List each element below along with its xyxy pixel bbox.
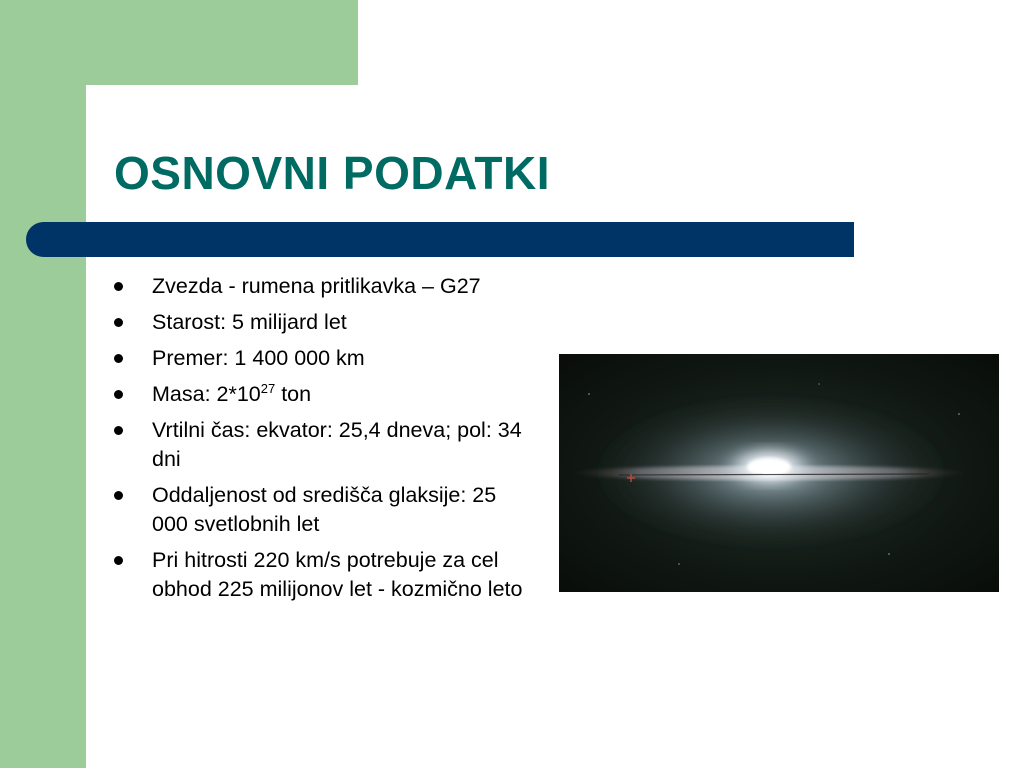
bullet-text: Vrtilni čas: ekvator: 25,4 dneva; pol: 34 dni: [152, 418, 522, 471]
bullet-text: Premer: 1 400 000 km: [152, 346, 365, 370]
bullet-dot-icon: [114, 556, 123, 565]
bullet-text: Zvezda - rumena pritlikavka – G27: [152, 274, 481, 298]
galaxy-image: [559, 354, 999, 592]
green-frame-top: [0, 0, 358, 85]
bullet-text-prefix: Masa: 2*10: [152, 382, 261, 406]
bullet-text: Oddaljenost od središča glaksije: 25 000 svetlobnih let: [152, 483, 497, 536]
bullet-dot-icon: [114, 282, 123, 291]
title-underline-bar: [26, 222, 854, 257]
bullet-item: [114, 344, 534, 373]
bullet-text: Starost: 5 milijard let: [152, 310, 347, 334]
bullet-item: [114, 481, 534, 539]
bullet-item: [114, 416, 534, 474]
bullet-item: [114, 308, 534, 337]
bullet-text-suffix: ton: [275, 382, 312, 406]
bullet-dot-icon: [114, 318, 123, 327]
green-frame-left: [0, 0, 86, 768]
bullet-item: [114, 546, 534, 604]
slide-title: OSNOVNI PODATKI: [114, 147, 551, 199]
bullet-item: [114, 272, 534, 301]
bullet-dot-icon: [114, 426, 123, 435]
bullet-list: [114, 272, 534, 611]
bullet-text: Pri hitrosti 220 km/s potrebuje za cel obhod 225 milijonov let - kozmično leto: [152, 548, 523, 601]
bullet-item: [114, 380, 534, 409]
exponent: 27: [260, 380, 276, 396]
bullet-dot-icon: [114, 354, 123, 363]
bullet-dot-icon: [114, 491, 123, 500]
bullet-dot-icon: [114, 390, 123, 399]
